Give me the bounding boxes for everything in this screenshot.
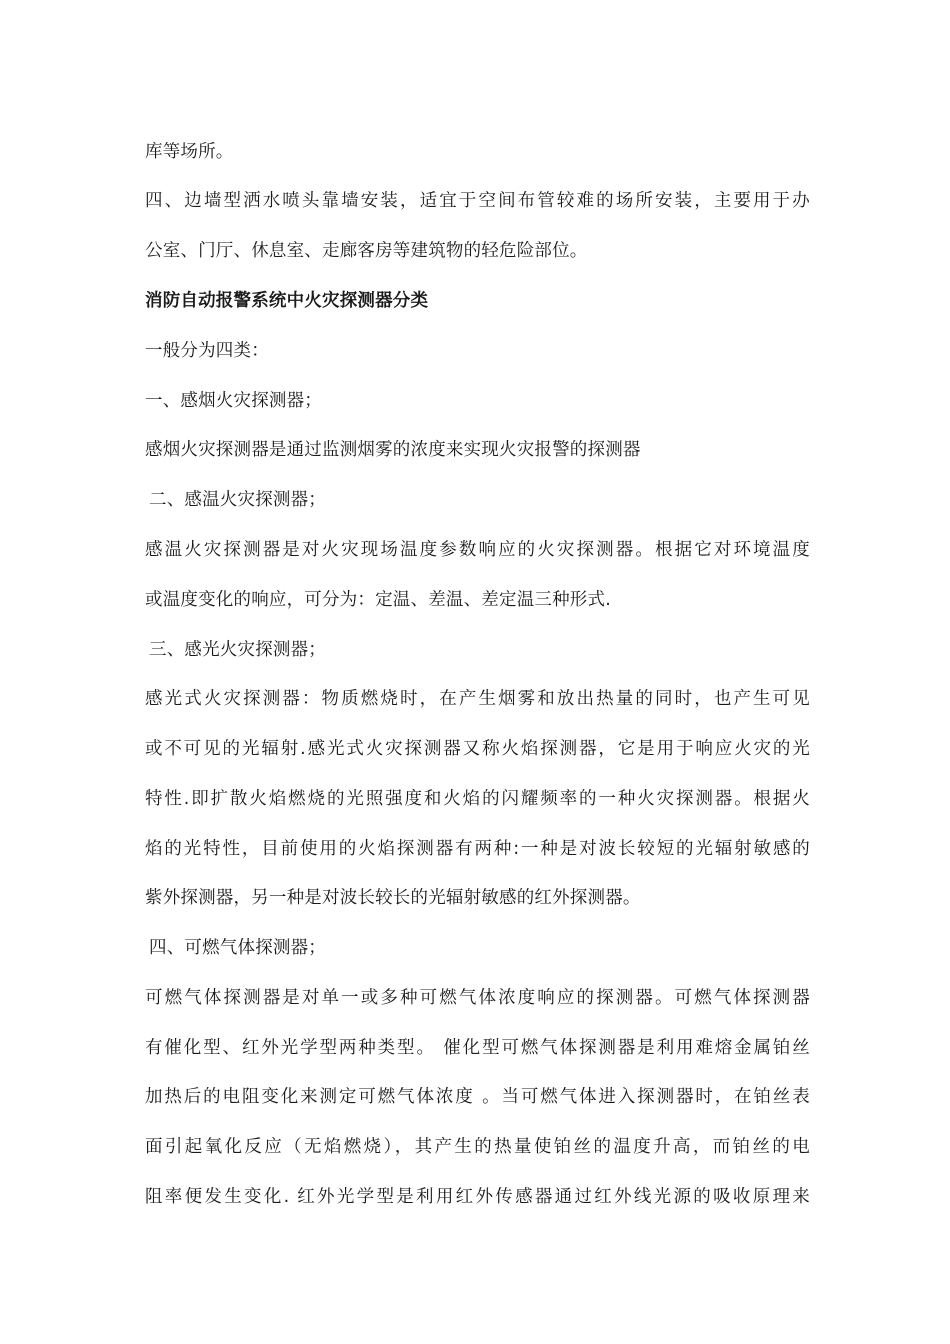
paragraph-line-heat-detector-2: 或温度变化的响应，可分为：定温、差温、差定温三种形式. — [145, 590, 611, 610]
paragraph-line-gas-detector-2: 有催化型、红外光学型两种类型。 催化型可燃气体探测器是利用难熔金属铂丝 — [145, 1038, 810, 1058]
subheading-smoke-detector: 一、感烟火灾探测器； — [145, 391, 322, 411]
paragraph-line-intro: 一般分为四类： — [145, 341, 269, 361]
paragraph-line-smoke-detector: 感烟火灾探测器是通过监测烟雾的浓度来实现火灾报警的探测器 — [145, 440, 641, 460]
subheading-flame-detector: 三、感光火灾探测器； — [149, 640, 326, 660]
paragraph-line-gas-detector-4: 面引起氧化反应（无焰燃烧），其产生的热量使铂丝的温度升高，而铂丝的电 — [145, 1137, 810, 1157]
paragraph-line-gas-detector-3: 加热后的电阻变化来测定可燃气体浓度 。当可燃气体进入探测器时，在铂丝表 — [145, 1087, 810, 1107]
paragraph-line-flame-detector-3: 特性.即扩散火焰燃烧的光照强度和火焰的闪耀频率的一种火灾探测器。根据火 — [145, 789, 810, 809]
subheading-heat-detector: 二、感温火灾探测器； — [149, 490, 326, 510]
paragraph-line-continuation: 库等场所。 — [145, 142, 234, 162]
paragraph-line-flame-detector-5: 紫外探测器，另一种是对波长较长的光辐射敏感的红外探测器。 — [145, 888, 641, 908]
subheading-gas-detector: 四、可燃气体探测器； — [149, 938, 326, 958]
paragraph-line-gas-detector-1: 可燃气体探测器是对单一或多种可燃气体浓度响应的探测器。可燃气体探测器 — [145, 988, 810, 1008]
paragraph-line-flame-detector-4: 焰的光特性，目前使用的火焰探测器有两种:一种是对波长较短的光辐射敏感的 — [145, 839, 810, 859]
section-heading: 消防自动报警系统中火灾探测器分类 — [145, 291, 429, 311]
paragraph-line-sidewall-sprinkler: 四、边墙型洒水喷头靠墙安装，适宜于空间布管较难的场所安装，主要用于办 — [145, 191, 810, 211]
paragraph-line-flame-detector-2: 或不可见的光辐射.感光式火灾探测器又称火焰探测器，它是用于响应火灾的光 — [145, 739, 810, 759]
paragraph-line-sidewall-sprinkler-cont: 公室、门厅、休息室、走廊客房等建筑物的轻危险部位。 — [145, 241, 588, 261]
paragraph-line-gas-detector-5: 阻率便发生变化. 红外光学型是利用红外传感器通过红外线光源的吸收原理来 — [145, 1187, 810, 1207]
paragraph-line-heat-detector-1: 感温火灾探测器是对火灾现场温度参数响应的火灾探测器。根据它对环境温度 — [145, 540, 810, 560]
paragraph-line-flame-detector-1: 感光式火灾探测器：物质燃烧时，在产生烟雾和放出热量的同时，也产生可见 — [145, 689, 810, 709]
